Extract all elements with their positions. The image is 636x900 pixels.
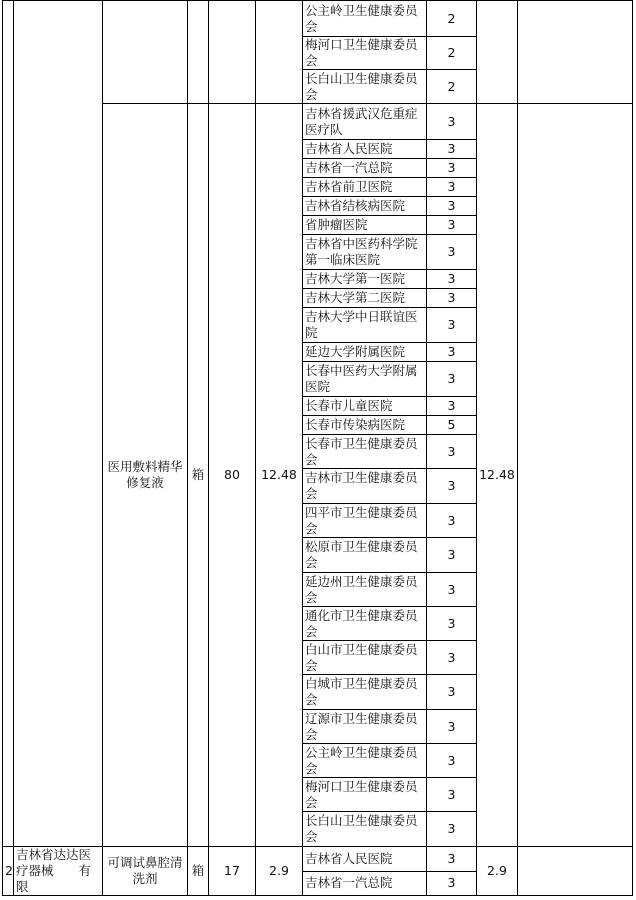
hospital-cell	[303, 270, 427, 289]
row-number-cell	[3, 1, 14, 847]
unit-cell	[188, 1, 209, 104]
allocated-quantity: 3	[447, 217, 456, 232]
quantity-cell	[427, 308, 477, 343]
hospital-cell	[303, 104, 427, 140]
quantity-cell	[427, 159, 477, 178]
allocated-quantity: 3	[447, 786, 456, 802]
allocated-quantity: 2	[447, 78, 456, 94]
hospital-cell	[303, 778, 427, 812]
total-quantity-cell	[209, 104, 256, 847]
allocated-quantity: 3	[447, 290, 456, 305]
allocated-quantity: 3	[447, 179, 456, 194]
unit-cell	[188, 847, 209, 896]
unit-price-cell	[477, 104, 518, 847]
quantity-cell	[427, 70, 477, 104]
hospital-cell	[303, 397, 427, 416]
hospital-name: 长春中医药大学附属医院	[305, 363, 418, 394]
unit-price-cell	[477, 1, 518, 104]
allocated-quantity: 3	[447, 244, 456, 259]
hospital-name: 长白山卫生健康委员会	[305, 70, 418, 102]
allocated-quantity: 3	[447, 113, 456, 129]
quantity-cell	[427, 871, 477, 896]
hospital-cell	[303, 289, 427, 308]
total-quantity: 17	[224, 863, 240, 878]
hospital-cell	[303, 343, 427, 362]
hospital-cell	[303, 871, 427, 896]
hospital-name: 四平市卫生健康委员会	[305, 504, 418, 536]
hospital-cell	[303, 37, 427, 70]
hospital-name: 吉林省人民医院	[305, 141, 393, 156]
hospital-name: 吉林省前卫医院	[305, 179, 393, 194]
price-cell	[256, 104, 303, 847]
allocated-quantity: 5	[447, 417, 456, 432]
hospital-name: 吉林省结核病医院	[305, 198, 406, 213]
hospital-name: 梅河口卫生健康委员会	[305, 37, 418, 68]
quantity-cell	[427, 289, 477, 308]
allocated-quantity: 3	[447, 198, 456, 213]
allocated-quantity: 3	[447, 875, 456, 891]
quantity-cell	[427, 216, 477, 235]
hospital-name: 长春市卫生健康委员会	[305, 435, 418, 467]
allocated-quantity: 3	[447, 718, 456, 734]
allocated-quantity: 3	[447, 615, 456, 631]
product-cell	[103, 104, 188, 847]
hospital-cell	[303, 235, 427, 270]
hospital-cell	[303, 538, 427, 573]
hospital-name: 公主岭卫生健康委员会	[305, 2, 418, 34]
hospital-name: 省肿瘤医院	[305, 217, 368, 232]
quantity-cell	[427, 607, 477, 641]
hospital-name: 吉林省一汽总院	[305, 160, 393, 175]
allocated-quantity: 3	[447, 160, 456, 175]
table-row	[3, 847, 633, 872]
hospital-cell	[303, 744, 427, 778]
allocated-quantity: 3	[447, 398, 456, 413]
allocated-quantity: 3	[447, 271, 456, 286]
hospital-cell	[303, 416, 427, 435]
quantity-cell	[427, 416, 477, 435]
quantity-cell	[427, 197, 477, 216]
product-name: 可调试鼻腔清洗剂	[107, 855, 183, 886]
hospital-name: 通化市卫生健康委员会	[305, 607, 418, 639]
hospital-name: 白山市卫生健康委员会	[305, 641, 418, 673]
remarks-cell	[518, 1, 633, 104]
unit-price-cell	[477, 847, 518, 896]
distribution-table	[2, 0, 633, 896]
quantity-cell	[427, 435, 477, 469]
hospital-name: 吉林省一汽总院	[305, 875, 393, 891]
product-cell	[103, 1, 188, 104]
hospital-cell	[303, 675, 427, 710]
hospital-name: 吉林市卫生健康委员会	[305, 470, 418, 501]
hospital-name: 吉林省援武汉危重症医疗队	[305, 105, 418, 137]
hospital-name: 延边大学附属医院	[305, 344, 406, 359]
hospital-name: 长春市传染病医院	[305, 417, 406, 432]
quantity-cell	[427, 469, 477, 504]
allocated-quantity: 3	[447, 547, 456, 562]
quantity-cell	[427, 37, 477, 70]
remarks-cell	[518, 104, 633, 847]
allocated-quantity: 3	[447, 512, 456, 528]
quantity-cell	[427, 675, 477, 710]
quantity-cell	[427, 140, 477, 159]
hospital-name: 吉林省人民医院	[305, 850, 393, 866]
allocated-quantity: 3	[447, 850, 456, 866]
company-cell	[14, 847, 103, 896]
total-quantity-cell	[209, 1, 256, 104]
hospital-cell	[303, 178, 427, 197]
quantity-cell	[427, 710, 477, 744]
allocated-quantity: 3	[447, 443, 456, 459]
product-name: 医用敷料精华修复液	[107, 459, 183, 490]
price-value: 2.9	[269, 863, 289, 878]
quantity-cell	[427, 178, 477, 197]
quantity-cell	[427, 1, 477, 37]
unit-price-value: 12.48	[479, 467, 515, 482]
hospital-cell	[303, 435, 427, 469]
quantity-cell	[427, 573, 477, 607]
hospital-name: 白城市卫生健康委员会	[305, 676, 418, 707]
quantity-cell	[427, 847, 477, 872]
total-quantity-cell	[209, 847, 256, 896]
hospital-name: 吉林大学第一医院	[305, 271, 406, 286]
quantity-cell	[427, 397, 477, 416]
allocated-quantity: 2	[447, 45, 456, 60]
unit-cell	[188, 104, 209, 847]
quantity-cell	[427, 104, 477, 140]
hospital-cell	[303, 573, 427, 607]
hospital-cell	[303, 812, 427, 847]
quantity-cell	[427, 538, 477, 573]
hospital-cell	[303, 159, 427, 178]
hospital-name: 公主岭卫生健康委员会	[305, 744, 418, 776]
quantity-cell	[427, 270, 477, 289]
company-cell	[14, 1, 103, 847]
hospital-cell	[303, 140, 427, 159]
hospital-cell	[303, 847, 427, 872]
company-name: 吉林省达达医疗器械 有限	[16, 847, 92, 894]
quantity-cell	[427, 812, 477, 847]
allocated-quantity: 3	[447, 684, 456, 699]
hospital-name: 吉林大学第二医院	[305, 290, 406, 305]
quantity-cell	[427, 343, 477, 362]
quantity-cell	[427, 778, 477, 812]
allocated-quantity: 3	[447, 141, 456, 156]
hospital-name: 吉林省中医药科学院第一临床医院	[305, 236, 418, 267]
hospital-name: 长春市儿童医院	[305, 398, 393, 413]
hospital-name: 吉林大学中日联谊医院	[305, 309, 418, 340]
allocated-quantity: 2	[447, 10, 456, 26]
hospital-name: 长白山卫生健康委员会	[305, 813, 418, 844]
quantity-cell	[427, 504, 477, 538]
total-quantity: 80	[224, 467, 240, 482]
row-number: 2	[5, 863, 13, 878]
price-value: 12.48	[261, 467, 297, 482]
hospital-cell	[303, 1, 427, 37]
hospital-name: 延边州卫生健康委员会	[305, 573, 418, 605]
allocated-quantity: 3	[447, 371, 456, 386]
hospital-cell	[303, 362, 427, 397]
unit-value: 箱	[191, 863, 205, 878]
table-row	[3, 1, 633, 37]
row-number-cell	[3, 847, 14, 896]
price-cell	[256, 847, 303, 896]
remarks-cell	[518, 847, 633, 896]
quantity-cell	[427, 641, 477, 675]
hospital-cell	[303, 308, 427, 343]
hospital-cell	[303, 469, 427, 504]
unit-value: 箱	[191, 467, 205, 482]
quantity-cell	[427, 744, 477, 778]
distribution-table-body	[3, 1, 633, 896]
allocated-quantity: 3	[447, 344, 456, 359]
allocated-quantity: 3	[447, 478, 456, 493]
allocated-quantity: 3	[447, 821, 456, 836]
price-cell	[256, 1, 303, 104]
product-cell	[103, 847, 188, 896]
hospital-name: 辽源市卫生健康委员会	[305, 710, 418, 742]
hospital-cell	[303, 197, 427, 216]
unit-price-value: 2.9	[487, 863, 507, 878]
hospital-cell	[303, 710, 427, 744]
quantity-cell	[427, 235, 477, 270]
allocated-quantity: 3	[447, 317, 456, 332]
quantity-cell	[427, 362, 477, 397]
allocated-quantity: 3	[447, 581, 456, 597]
allocated-quantity: 3	[447, 752, 456, 768]
hospital-cell	[303, 641, 427, 675]
hospital-cell	[303, 70, 427, 104]
hospital-cell	[303, 607, 427, 641]
hospital-cell	[303, 504, 427, 538]
allocated-quantity: 3	[447, 649, 456, 665]
hospital-cell	[303, 216, 427, 235]
hospital-name: 梅河口卫生健康委员会	[305, 778, 418, 810]
hospital-name: 松原市卫生健康委员会	[305, 539, 418, 570]
